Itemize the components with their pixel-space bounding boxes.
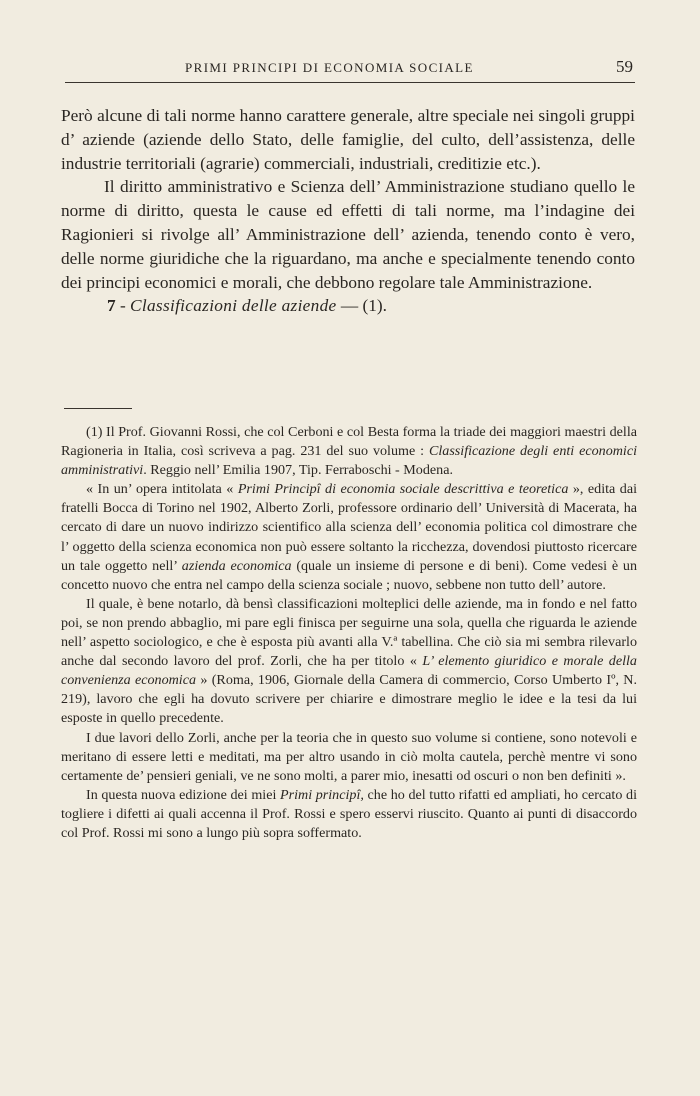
paragraph: Però alcune di tali norme hanno carattere generale, altre speciale nei singoli gruppi d’ aziende (aziende dello Stato, delle famiglie, del culto, dell’assistenza, delle industrie territoriali (agrarie) commerciali, industriali, creditizie etc.). [61,106,635,173]
footnote-divider [64,408,132,409]
footnote-paragraph [61,786,637,843]
footnote-reference: — (1). [336,296,387,316]
page-header [65,56,635,83]
footnote-text: (1) Il Prof. Giovanni Rossi, che col Cerboni e col Besta forma la triade dei maggiori maestri della Ragioneria in Italia, così scriveva a pag. 231 del suo volume : [61,424,637,460]
footnote-paragraph [61,480,637,595]
main-text [61,104,635,318]
section-title: Classificazioni delle aziende [130,296,337,316]
footnote-text: In questa nuova edizione dei miei [86,786,280,803]
paragraph: Il diritto amministrativo e Scienza dell’ Amministrazione studiano quello le norme di diritto, questa le cause ed effetti di tali norme, ma l’indagine dei Ragionieri si rivolge all’ Amministrazione dell’ azienda, tenendo conto è vero, delle norme giuridiche che la riguardano, ma anche e specialmente tenendo conto dei principi economici e morali, che debbono regolare tale Amministrazione. [61,177,635,292]
running-head: PRIMI PRINCIPI DI ECONOMIA SOCIALE [185,60,474,75]
footnote-italic: azienda economica [181,557,292,574]
section-number: 7 [107,296,116,316]
footnote-italic: Primi principî, [280,786,364,803]
footnote-paragraph [61,595,637,729]
footnote-paragraph [61,423,637,480]
footnotes [61,423,637,843]
footnote-italic: L’ elemento giuridico e morale della convenienza economica [61,653,637,689]
footnote-text: », edita dai fratelli Bocca di Torino nel 1902, Alberto Zorli, professore ordinario dell’ Università di Macerata, ha cercato di dare un nuovo indirizzo scientifico alla scienza dell’ economia politica col dimostrare che l’ oggetto della scienza economica non può essere soltanto la ricchezza, dovendosi piuttosto ricercare un tale oggetto nell’ [61,481,637,574]
footnote-text: che ho del tutto rifatti ed ampliati, ho cercato di togliere i difetti ai quali accenna il Prof. Rossi e spero esservi riuscito. Quanto ai punti di disaccordo col Prof. Rossi mi sono a lungo più sopra soffermato. [61,786,637,841]
footnote-text: » (Roma, 1906, Giornale della Camera di commercio, Corso Umberto Iº, N. 219), lavoro che egli ha dovuto scrivere per chiarire e dimostrare meglio le idee e la tesi da lui esposte in quello precedente. [61,672,637,727]
footnote-paragraph: I due lavori dello Zorli, anche per la teoria che in questo suo volume si contiene, sono notevoli e meritano di essere letti e meditati, ma per altro usando in ciò molta cautela, perchè mentre vi sono certamente de’ pensieri geniali, ve ne sono molti, a parer mio, inesatti od oscuri o non ben definiti ». [61,729,637,784]
footnote-italic: Primi Principî di economia sociale descrittiva e teoretica [237,481,569,498]
footnote-text: (quale un insieme di persone e di beni). Come vedesi è un concetto nuovo che entra nel campo della scienza sociale ; nuovo, sebbene non tutto dell’ autore. [61,557,637,593]
footnote-italic: Classificazione degli enti economici amministrativi [61,443,638,479]
footnote-text: Il quale, è bene notarlo, dà bensì classificazioni molteplici delle aziende, ma in fondo e nel fatto poi, se non prendo abbaglio, mi pare egli finisca per seguirne una sola, quella che riguarda le aziende nell’ aspetto sociologico, e che è esposta più avanti alla V.ª tabellina. Che ciò sia mi sembra rilevarlo anche dal secondo lavoro del prof. Zorli, che ha per titolo « [61,595,637,670]
section-separator: - [115,296,131,316]
footnote-text: « In un’ opera intitolata « [86,481,238,498]
section-heading [61,294,635,318]
footnote-text: . Reggio nell’ Emilia 1907, Tip. Ferraboschi - Modena. [143,462,453,479]
page-number: 59 [616,57,633,76]
